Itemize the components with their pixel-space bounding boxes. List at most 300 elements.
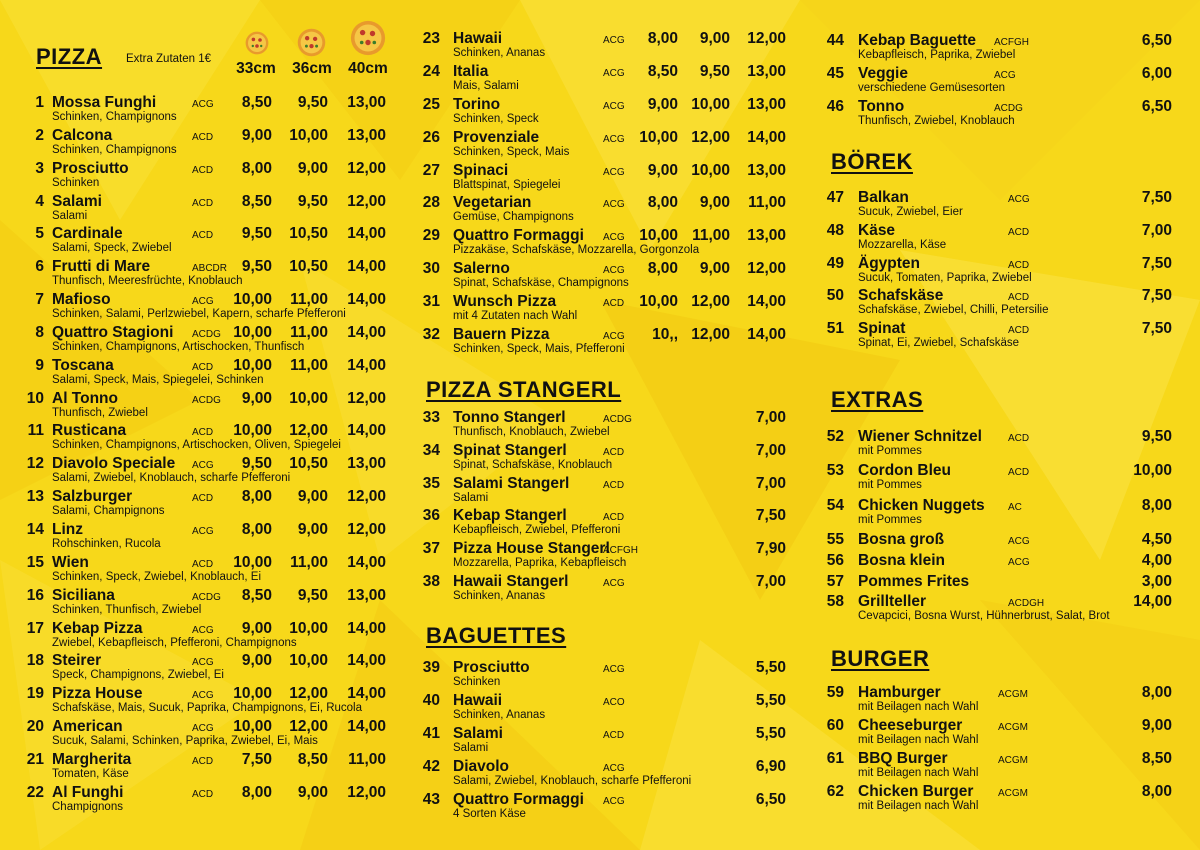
price-33cm: 8,50 xyxy=(241,94,272,111)
item-name: Quattro Stagioni xyxy=(52,323,174,341)
item-description: Gemüse, Champignons xyxy=(453,211,574,224)
menu-item-line xyxy=(822,428,1180,445)
price-36cm: 11,00 xyxy=(290,323,328,341)
item-description: mit Beilagen nach Wahl xyxy=(858,734,979,746)
price-33cm: 8,50 xyxy=(241,192,272,210)
item-name: Grillteller xyxy=(858,593,927,610)
item-price: 7,50 xyxy=(1141,189,1172,206)
item-price: 9,50 xyxy=(1141,428,1172,445)
item-name: Vegetarian xyxy=(453,194,532,212)
menu-item-line xyxy=(22,390,394,407)
menu-item xyxy=(22,160,394,193)
price-36cm: 12,00 xyxy=(691,326,730,344)
item-name: Al Funghi xyxy=(52,783,124,801)
menu-item xyxy=(418,194,790,227)
price-40cm: 13,00 xyxy=(747,62,786,80)
price-36cm: 10,00 xyxy=(289,389,328,407)
item-name: Al Tonno xyxy=(52,389,118,407)
price-40cm: 14,00 xyxy=(347,652,386,670)
item-name: Veggie xyxy=(858,65,908,82)
price-33cm: 8,00 xyxy=(647,30,678,47)
price-40cm: 12,00 xyxy=(347,192,386,210)
item-description: Blattspinat, Spiegelei xyxy=(453,178,561,191)
item-name: Steirer xyxy=(52,652,102,670)
item-description: mit 4 Zutaten nach Wahl xyxy=(453,310,578,323)
item-name: Wiener Schnitzel xyxy=(858,428,982,445)
menu-item xyxy=(822,428,1180,462)
price-33cm: 9,00 xyxy=(241,619,272,637)
item-number: 62 xyxy=(826,783,844,800)
item-price: 14,00 xyxy=(1133,593,1172,610)
item-number: 32 xyxy=(422,326,440,344)
allergen-code: ACG xyxy=(603,577,625,589)
allergen-code: ACG xyxy=(192,690,214,702)
allergen-code: ACG xyxy=(603,166,625,178)
item-price: 4,50 xyxy=(1141,531,1172,548)
item-description: Schinken, Ananas xyxy=(453,47,546,59)
menu-item xyxy=(822,189,1180,222)
item-name: Spinat Stangerl xyxy=(453,441,567,459)
menu-item-line xyxy=(22,554,394,571)
item-description: Salami, Champignons xyxy=(52,505,165,518)
item-description: Tomaten, Käse xyxy=(52,767,129,780)
allergen-code: ACD xyxy=(192,493,214,505)
item-description: Schinken, Speck xyxy=(453,112,539,125)
item-number: 9 xyxy=(35,356,44,374)
item-price: 3,00 xyxy=(1141,573,1172,590)
burger-title: BURGER xyxy=(831,646,930,671)
item-number: 6 xyxy=(35,258,44,276)
allergen-code: ACDG xyxy=(603,414,632,425)
price-36cm: 11,00 xyxy=(290,553,328,571)
item-name: Calcona xyxy=(52,126,113,144)
menu-item xyxy=(418,758,790,791)
menu-item-line xyxy=(22,652,394,669)
item-number: 41 xyxy=(422,725,440,742)
allergen-code: ACG xyxy=(192,99,214,110)
price-36cm: 10,50 xyxy=(289,225,328,243)
allergen-code: ACD xyxy=(603,730,625,741)
menu-item-line xyxy=(822,32,1180,49)
allergen-code: ACG xyxy=(1008,536,1030,547)
price-36cm: 10,00 xyxy=(289,619,328,637)
menu-item-line xyxy=(418,63,790,80)
item-price: 7,00 xyxy=(1141,221,1172,239)
allergen-code: ACD xyxy=(1008,467,1030,478)
item-price: 6,50 xyxy=(1141,98,1172,115)
stangerl-title: PIZZA STANGERL xyxy=(426,377,622,402)
item-description: mit Pommes xyxy=(858,514,922,526)
item-name: Tonno xyxy=(858,98,905,115)
item-description: Sucuk, Salami, Schinken, Paprika, Zwiebel, Ei, Mais xyxy=(52,735,318,748)
price-36cm: 10,50 xyxy=(289,455,328,473)
menu-item xyxy=(22,258,394,291)
item-number: 24 xyxy=(422,62,440,80)
item-number: 55 xyxy=(826,531,844,548)
item-number: 37 xyxy=(422,540,440,558)
item-number: 29 xyxy=(422,227,440,245)
menu-item-line xyxy=(822,552,1180,569)
price-33cm: 8,00 xyxy=(647,260,678,278)
item-description: Salami, Speck, Zwiebel xyxy=(52,242,172,255)
price-33cm: 9,50 xyxy=(241,258,272,276)
menu-item xyxy=(822,552,1180,573)
price-36cm: 9,00 xyxy=(297,783,328,801)
menu-item xyxy=(22,455,394,488)
item-name: Salami xyxy=(453,725,503,742)
menu-item-line xyxy=(22,455,394,472)
price-33cm: 10,00 xyxy=(233,356,272,374)
price-36cm: 9,00 xyxy=(297,159,328,177)
item-name: Käse xyxy=(858,221,896,239)
item-description: Schinken, Thunfisch, Zwiebel xyxy=(52,603,202,616)
item-price: 7,50 xyxy=(1141,254,1172,272)
item-number: 11 xyxy=(27,422,44,440)
menu-item-line xyxy=(418,540,790,557)
menu-item-line xyxy=(418,573,790,590)
item-name: Schafskäse xyxy=(858,287,944,305)
item-name: Spinaci xyxy=(453,161,509,179)
allergen-code: ACDG xyxy=(994,103,1023,114)
price-40cm: 13,00 xyxy=(347,94,386,111)
allergen-code: ACD xyxy=(192,230,214,242)
price-33cm: 10,00 xyxy=(233,553,272,571)
price-33cm: 9,00 xyxy=(241,389,272,407)
menu-item-line xyxy=(22,94,394,111)
item-description: Thunfisch, Zwiebel xyxy=(52,406,148,419)
price-36cm: 10,00 xyxy=(691,95,730,113)
menu-item xyxy=(22,422,394,455)
menu-item xyxy=(418,293,790,326)
item-name: Pommes Frites xyxy=(858,573,970,590)
item-number: 43 xyxy=(422,791,440,808)
allergen-code: ACG xyxy=(603,763,625,774)
item-description: Salami, Speck, Mais, Spiegelei, Schinken xyxy=(52,373,264,386)
item-description: Schinken, Ananas xyxy=(453,709,546,721)
price-40cm: 14,00 xyxy=(747,326,786,344)
item-description: mit Beilagen nach Wahl xyxy=(858,767,979,779)
item-description: mit Beilagen nach Wahl xyxy=(858,701,979,713)
menu-item xyxy=(22,357,394,390)
item-name: Hamburger xyxy=(858,684,941,701)
item-number: 17 xyxy=(26,619,44,637)
allergen-code: ACDG xyxy=(192,328,221,340)
item-number: 49 xyxy=(826,254,844,272)
item-description: Sucuk, Tomaten, Paprika, Zwiebel xyxy=(858,271,1032,284)
price-36cm: 11,00 xyxy=(290,356,328,374)
price-33cm: 9,00 xyxy=(241,126,272,144)
item-name: Quattro Formaggi xyxy=(453,791,584,808)
menu-item xyxy=(822,222,1180,255)
pizza-icon xyxy=(297,28,326,57)
menu-item-line xyxy=(418,326,790,343)
price-36cm: 12,00 xyxy=(289,685,328,703)
menu-item-line xyxy=(418,725,790,742)
borek-list xyxy=(822,189,1180,353)
price-40cm: 14,00 xyxy=(347,323,386,341)
allergen-code: ACGM xyxy=(998,788,1028,799)
item-number: 28 xyxy=(422,194,440,212)
item-price: 7,50 xyxy=(1141,320,1172,338)
item-number: 26 xyxy=(422,128,440,146)
item-description: Sucuk, Zwiebel, Eier xyxy=(858,206,963,218)
item-number: 48 xyxy=(826,221,844,239)
price-33cm: 9,50 xyxy=(241,455,272,473)
price-36cm: 12,00 xyxy=(691,128,730,146)
item-number: 4 xyxy=(35,192,44,210)
item-description: mit Pommes xyxy=(858,445,922,457)
item-number: 60 xyxy=(826,717,844,734)
menu-item-line xyxy=(22,587,394,604)
price-36cm: 9,00 xyxy=(699,260,730,278)
menu-item xyxy=(22,652,394,685)
price-33cm: 8,00 xyxy=(241,488,272,506)
item-number: 34 xyxy=(422,441,440,459)
price-40cm: 14,00 xyxy=(747,293,786,311)
item-description: Salami xyxy=(453,742,489,754)
price-40cm: 12,00 xyxy=(347,488,386,506)
price-36cm: 9,00 xyxy=(699,30,730,47)
allergen-code: ACG xyxy=(603,35,625,46)
menu-item-line xyxy=(22,718,394,735)
allergen-code: ACGM xyxy=(998,755,1028,766)
item-description: Speck, Champignons, Zwiebel, Ei xyxy=(52,669,224,682)
menu-item-line xyxy=(822,593,1180,610)
menu-item xyxy=(822,32,1180,65)
allergen-code: ACG xyxy=(603,796,625,807)
menu-item-line xyxy=(418,162,790,179)
price-40cm: 12,00 xyxy=(747,260,786,278)
item-price: 7,00 xyxy=(755,409,786,426)
price-33cm: 10,00 xyxy=(233,718,272,736)
menu-item xyxy=(22,324,394,357)
menu-item-line xyxy=(822,573,1180,590)
price-33cm: 7,50 xyxy=(241,750,272,768)
price-33cm: 8,00 xyxy=(241,520,272,538)
extras-list xyxy=(822,428,1180,627)
item-name: Chicken Nuggets xyxy=(858,497,985,514)
price-36cm: 11,00 xyxy=(290,291,328,309)
allergen-code: ACD xyxy=(603,512,625,524)
allergen-code: ACO xyxy=(603,697,625,708)
item-name: Bauern Pizza xyxy=(453,326,550,344)
menu-item-line xyxy=(418,659,790,676)
item-number: 14 xyxy=(26,520,44,538)
stangerl-list xyxy=(418,409,790,606)
item-name: Linz xyxy=(52,520,83,538)
item-description: Mozzarella, Paprika, Kebapfleisch xyxy=(453,557,627,570)
item-number: 59 xyxy=(826,684,844,701)
menu-item xyxy=(418,442,790,475)
item-number: 42 xyxy=(422,758,440,775)
menu-item xyxy=(22,718,394,751)
item-number: 36 xyxy=(422,507,440,525)
price-36cm: 12,00 xyxy=(691,293,730,311)
menu-item-line xyxy=(418,692,790,709)
item-number: 46 xyxy=(826,98,844,115)
item-name: Pizza House xyxy=(52,685,143,703)
allergen-code: ABCDR xyxy=(192,263,228,275)
item-number: 50 xyxy=(826,287,844,305)
allergen-code: ACG xyxy=(603,67,625,79)
item-price: 7,90 xyxy=(755,540,786,558)
price-40cm: 13,00 xyxy=(747,95,786,113)
item-name: Wien xyxy=(52,553,89,571)
item-description: Cevapcici, Bosna Wurst, Hühnerbrust, Salat, Brot xyxy=(858,610,1110,622)
price-40cm: 14,00 xyxy=(347,225,386,243)
item-price: 6,90 xyxy=(755,758,786,775)
item-description: Schinken, Speck, Mais xyxy=(453,145,570,158)
item-price: 8,50 xyxy=(1141,750,1172,767)
item-name: BBQ Burger xyxy=(858,750,948,767)
menu-item xyxy=(822,531,1180,552)
menu-item-line xyxy=(822,717,1180,734)
item-name: Ägypten xyxy=(858,254,920,272)
item-description: Schinken, Speck, Zwiebel, Knoblauch, Ei xyxy=(52,570,262,583)
menu-item xyxy=(22,521,394,554)
item-number: 54 xyxy=(826,497,844,514)
item-name: Chicken Burger xyxy=(858,783,974,800)
item-name: Frutti di Mare xyxy=(52,258,151,276)
menu-item-line xyxy=(418,442,790,459)
item-price: 7,50 xyxy=(755,507,786,525)
allergen-code: ACG xyxy=(1008,557,1030,568)
item-name: Italia xyxy=(453,62,489,80)
price-36cm: 9,50 xyxy=(297,192,328,210)
item-description: Thunfisch, Knoblauch, Zwiebel xyxy=(453,426,610,438)
menu-item xyxy=(22,488,394,521)
menu-item-line xyxy=(418,293,790,310)
price-40cm: 13,00 xyxy=(347,586,386,604)
menu-item xyxy=(418,791,790,824)
price-40cm: 13,00 xyxy=(747,161,786,179)
item-number: 20 xyxy=(26,718,44,736)
pizza-title: PIZZA xyxy=(36,44,103,69)
menu-item-line xyxy=(822,320,1180,337)
menu-item-line xyxy=(418,409,790,426)
item-name: Quattro Formaggi xyxy=(453,227,584,245)
menu-item-line xyxy=(418,260,790,277)
item-price: 7,00 xyxy=(755,474,786,492)
menu-item xyxy=(22,784,394,817)
allergen-code: ACGM xyxy=(998,689,1028,700)
price-36cm: 9,50 xyxy=(297,94,328,111)
menu-item-line xyxy=(22,160,394,177)
menu-item-line xyxy=(22,488,394,505)
item-name: American xyxy=(52,718,123,736)
item-name: Mossa Funghi xyxy=(52,94,157,111)
menu-item xyxy=(22,225,394,258)
borek-title: BÖREK xyxy=(831,149,913,174)
menu-item xyxy=(22,587,394,620)
price-36cm: 9,50 xyxy=(297,586,328,604)
menu-item xyxy=(418,63,790,96)
menu-item-line xyxy=(418,194,790,211)
price-40cm: 13,00 xyxy=(347,455,386,473)
item-name: Kebap Pizza xyxy=(52,619,143,637)
menu-item-line xyxy=(822,189,1180,206)
item-name: Kebap Baguette xyxy=(858,32,976,49)
size-header-large: 40cm xyxy=(348,60,388,77)
price-40cm: 11,00 xyxy=(348,750,386,768)
menu-item-line xyxy=(822,65,1180,82)
allergen-code: ACD xyxy=(192,361,214,373)
allergen-code: ACD xyxy=(192,755,214,767)
item-number: 27 xyxy=(422,161,440,179)
menu-item-line xyxy=(418,475,790,492)
menu-item xyxy=(822,462,1180,497)
item-description: Schinken xyxy=(453,676,501,688)
allergen-code: ACFGH xyxy=(994,37,1029,48)
allergen-code: ACDG xyxy=(192,394,221,406)
allergen-code: ACG xyxy=(603,331,625,343)
allergen-code: ACG xyxy=(192,525,214,537)
item-name: Spinat xyxy=(858,320,906,338)
allergen-code: ACD xyxy=(1008,226,1030,238)
item-name: Cheeseburger xyxy=(858,717,963,734)
menu-item xyxy=(418,30,790,63)
price-33cm: 10,00 xyxy=(233,685,272,703)
menu-item-line xyxy=(22,357,394,374)
item-price: 10,00 xyxy=(1133,462,1172,479)
price-36cm: 10,00 xyxy=(289,126,328,144)
item-description: Champignons xyxy=(52,800,123,813)
item-number: 45 xyxy=(826,65,844,82)
item-description: Pizzakäse, Schafskäse, Mozzarella, Gorgonzola xyxy=(453,244,700,257)
item-number: 21 xyxy=(26,750,44,768)
price-40cm: 13,00 xyxy=(747,227,786,245)
menu-item-line xyxy=(22,291,394,308)
item-number: 61 xyxy=(826,750,844,767)
price-40cm: 14,00 xyxy=(347,422,386,440)
menu-item-line xyxy=(418,507,790,524)
menu-item xyxy=(418,326,790,359)
allergen-code: ACFGH xyxy=(603,545,638,557)
allergen-code: ACG xyxy=(603,100,625,112)
allergen-code: ACD xyxy=(192,164,214,176)
item-description: Schafskäse, Mais, Sucuk, Paprika, Champignons, Ei, Rucola xyxy=(52,702,363,715)
menu-item xyxy=(418,573,790,606)
menu-item xyxy=(418,507,790,540)
item-number: 51 xyxy=(826,320,844,338)
menu-item xyxy=(418,260,790,293)
allergen-code: ACDGH xyxy=(1008,598,1045,609)
item-name: Margherita xyxy=(52,750,132,768)
menu-item-line xyxy=(22,521,394,538)
item-number: 35 xyxy=(422,474,440,492)
menu-item xyxy=(418,659,790,692)
item-name: Siciliana xyxy=(52,586,115,604)
item-price: 6,50 xyxy=(755,791,786,808)
allergen-code: ACG xyxy=(603,265,625,277)
allergen-code: ACD xyxy=(192,788,214,800)
item-number: 5 xyxy=(35,225,44,243)
menu-item xyxy=(418,725,790,758)
allergen-code: ACD xyxy=(1008,325,1030,337)
price-33cm: 9,00 xyxy=(241,652,272,670)
item-name: Hawaii xyxy=(453,30,503,47)
allergen-code: ACG xyxy=(192,657,214,669)
item-name: Salzburger xyxy=(52,488,133,506)
item-description: Schinken, Champignons, Artischocken, Oliven, Spiegelei xyxy=(52,439,341,452)
item-description: Schinken, Champignons xyxy=(52,111,177,123)
price-40cm: 14,00 xyxy=(347,258,386,276)
price-33cm: 10,00 xyxy=(233,422,272,440)
item-number: 57 xyxy=(826,573,844,590)
allergen-code: ACG xyxy=(1008,194,1030,205)
menu-item xyxy=(822,750,1180,783)
item-description: Mais, Salami xyxy=(453,79,519,92)
